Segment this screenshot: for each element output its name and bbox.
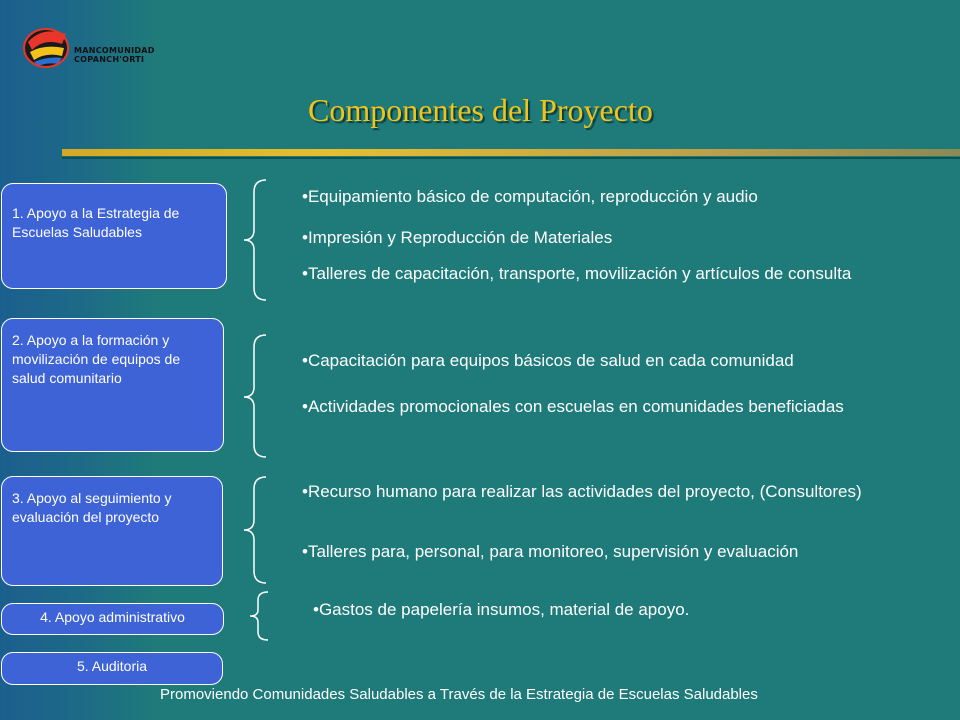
page-title: Componentes del Proyecto <box>308 92 653 128</box>
logo-text-line1: MANCOMUNIDAD <box>74 46 155 55</box>
component-box-3 <box>1 476 223 586</box>
list-item: •Talleres para, personal, para monitoreo, supervisión y evaluación <box>302 542 799 561</box>
title-underline-shadow <box>62 157 960 159</box>
list-item: •Impresión y Reproducción de Materiales <box>302 228 613 247</box>
logo-mark-icon <box>22 22 78 72</box>
component-box-1 <box>1 183 227 289</box>
component-label: 2. Apoyo a la formación y movilización de equipos de salud comunitario <box>12 332 181 386</box>
component-box-5 <box>1 652 223 685</box>
brace-icon <box>240 475 270 585</box>
list-item: •Actividades promocionales con escuelas en comunidades beneficiadas <box>302 397 844 416</box>
component-label: 4. Apoyo administrativo <box>40 609 185 625</box>
brace-icon <box>246 590 272 642</box>
component-box-2 <box>1 318 224 452</box>
brace-icon <box>240 333 270 461</box>
title-underline <box>62 149 960 156</box>
brace-icon <box>240 178 270 303</box>
component-label: 3. Apoyo al seguimiento y evaluación del proyecto <box>12 490 172 525</box>
component-label: 5. Auditoria <box>76 658 148 674</box>
component-box-4 <box>1 603 224 635</box>
list-item: •Gastos de papelería insumos, material de apoyo. <box>313 600 690 619</box>
list-item: •Capacitación para equipos básicos de salud en cada comunidad <box>302 351 794 370</box>
logo-text <box>74 46 155 64</box>
list-item: •Talleres de capacitación, transporte, movilización y artículos de consulta <box>302 264 852 283</box>
component-label: 1. Apoyo a la Estrategia de Escuelas Saludables <box>12 205 180 240</box>
footer-text: Promoviendo Comunidades Saludables a Través de la Estrategia de Escuelas Saludables <box>160 686 758 703</box>
logo-text-line2: COPANCH'ORTI <box>74 55 145 64</box>
list-item: •Equipamiento básico de computación, reproducción y audio <box>302 187 758 206</box>
list-item: •Recurso humano para realizar las actividades del proyecto, (Consultores) <box>302 482 862 501</box>
